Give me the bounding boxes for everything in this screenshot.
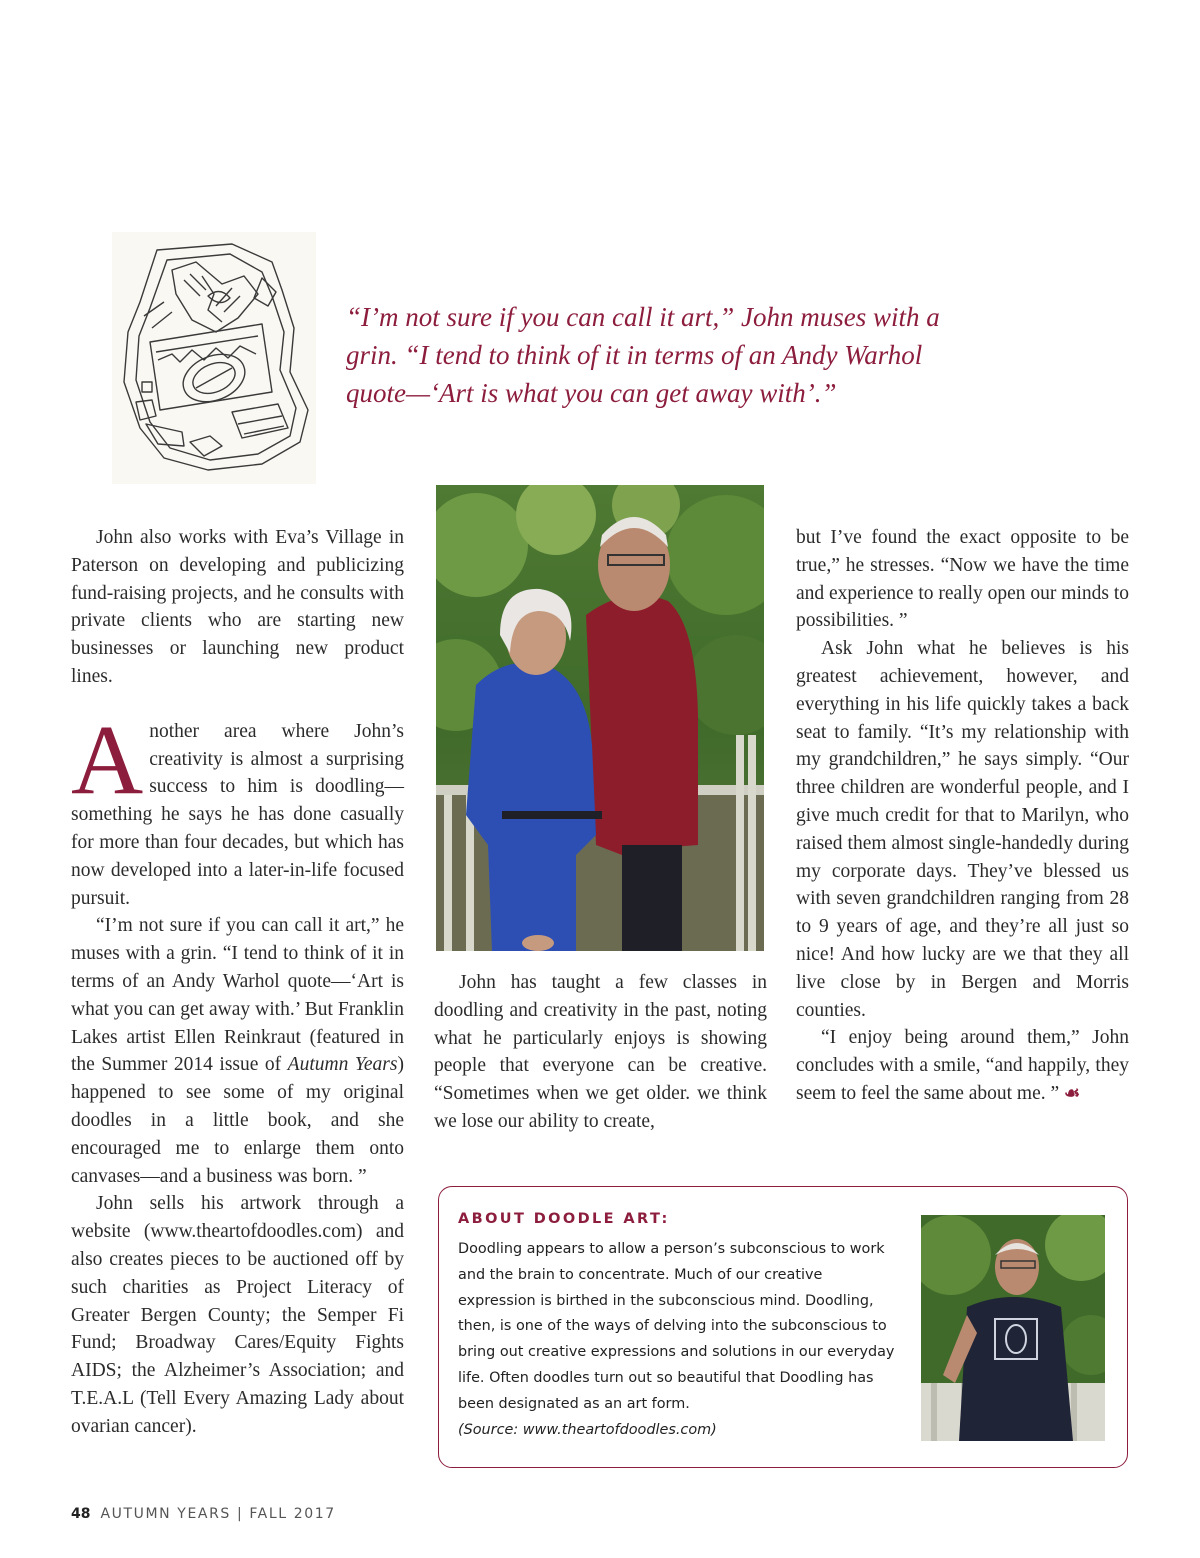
article-paragraph — [71, 912, 404, 1190]
article-paragraph: John sells his artwork through a website (www.theartofdoodles.com) and also creates pieces to be auctioned off by such charities as Project Literacy of Greater Bergen County; the Semper Fi Fund; Broadway Cares/Equity Fights AIDS; the Alzheimer’s Association; and T.E.A.L (Tell Every Amazing Lady about ovarian cancer). — [71, 1193, 404, 1437]
paragraph-text: nother area where John’s creativity is almost a surprising success to him is doodling—something he says he has done casually for more than four decades, but which has now developed into a later-in-life focused pursuit. — [71, 720, 404, 909]
page-footer — [71, 1506, 336, 1522]
paragraph-text: ) happened to see some of my original doodles in a little book, and she encouraged me to enlarge them onto canvases—and a business was born. ” — [71, 1054, 404, 1187]
article-paragraph — [796, 1024, 1129, 1107]
paragraph-text: “I’m not sure if you can call it art,” he muses with a grin. “I tend to think of it in terms of an Andy Warhol quote—‘Art is what you can get away with.’ But Franklin Lakes artist Ellen Reinkraut (featured in the Summer 2014 issue of — [71, 915, 404, 1076]
article-paragraph: but I’ve found the exact opposite to be true,” he stresses. “Now we have the time and experience to really open our minds to possibilities. ” — [796, 527, 1130, 632]
doodle-illustration — [112, 232, 316, 484]
article-column-1 — [71, 524, 404, 1441]
article-column-3 — [796, 524, 1129, 1108]
end-mark-icon: ☙ — [1064, 1082, 1081, 1103]
article-paragraph: Ask John what he believes is his greatest achievement, however, and everything in his life quickly takes a back seat to family. “It’s my relationship with my grandchildren,” he says simply. “Our three children are wonderful people, and I give much credit for that to Marilyn, who raised them almost single-handedly during my corporate days. They’ve blessed us with seven grandchildren ranging from 28 to 9 years of age, and they’re all just so nice! And how lucky are we that they all live close by in Bergen and Morris counties. — [796, 638, 1129, 1021]
sidebar-source: (Source: www.theartofdoodles.com) — [458, 1421, 717, 1438]
sidebar-text: Doodling appears to allow a person’s subconscious to work and the brain to concentrate. Much of our creative expression is birthed in the subconscious mind. Doodling, then, is one of the ways of delving into the subconscious to bring out creative expressions and solutions in our everyday life. Often doodles turn out so beautiful that Doodling has been designated as an art form. — [458, 1241, 895, 1412]
article-paragraph — [71, 703, 404, 913]
sidebar-body — [458, 1237, 903, 1443]
drop-cap: A — [71, 703, 144, 815]
sidebar-title: ABOUT DOODLE ART: — [458, 1211, 670, 1227]
couple-photo — [436, 485, 764, 951]
magazine-title: Autumn Years — [287, 1054, 398, 1076]
article-paragraph: John has taught a few classes in doodling and creativity in the past, noting what he particularly enjoys is showing people that everyone can be creative. “Sometimes when we get older. we think we lose our ability to create, — [434, 972, 767, 1132]
paragraph-text: “I enjoy being around them,” John concludes with a smile, “and happily, they seem to feel the same about me. ” — [796, 1027, 1129, 1104]
page-number: 48 — [71, 1506, 91, 1522]
pull-quote: “I’m not sure if you can call it art,” John muses with a grin. “I tend to think of it in terms of an Andy Warhol quote—‘Art is what you can get away with’.” — [346, 302, 940, 408]
article-column-2 — [434, 969, 767, 1136]
publication-info: AUTUMN YEARS | FALL 2017 — [100, 1506, 336, 1522]
john-photo — [921, 1215, 1105, 1441]
about-doodle-art-sidebar — [438, 1186, 1128, 1468]
article-paragraph: John also works with Eva’s Village in Paterson on developing and publicizing fund-raising projects, and he consults with private clients who are starting new businesses or launching new product lines. — [71, 527, 404, 687]
